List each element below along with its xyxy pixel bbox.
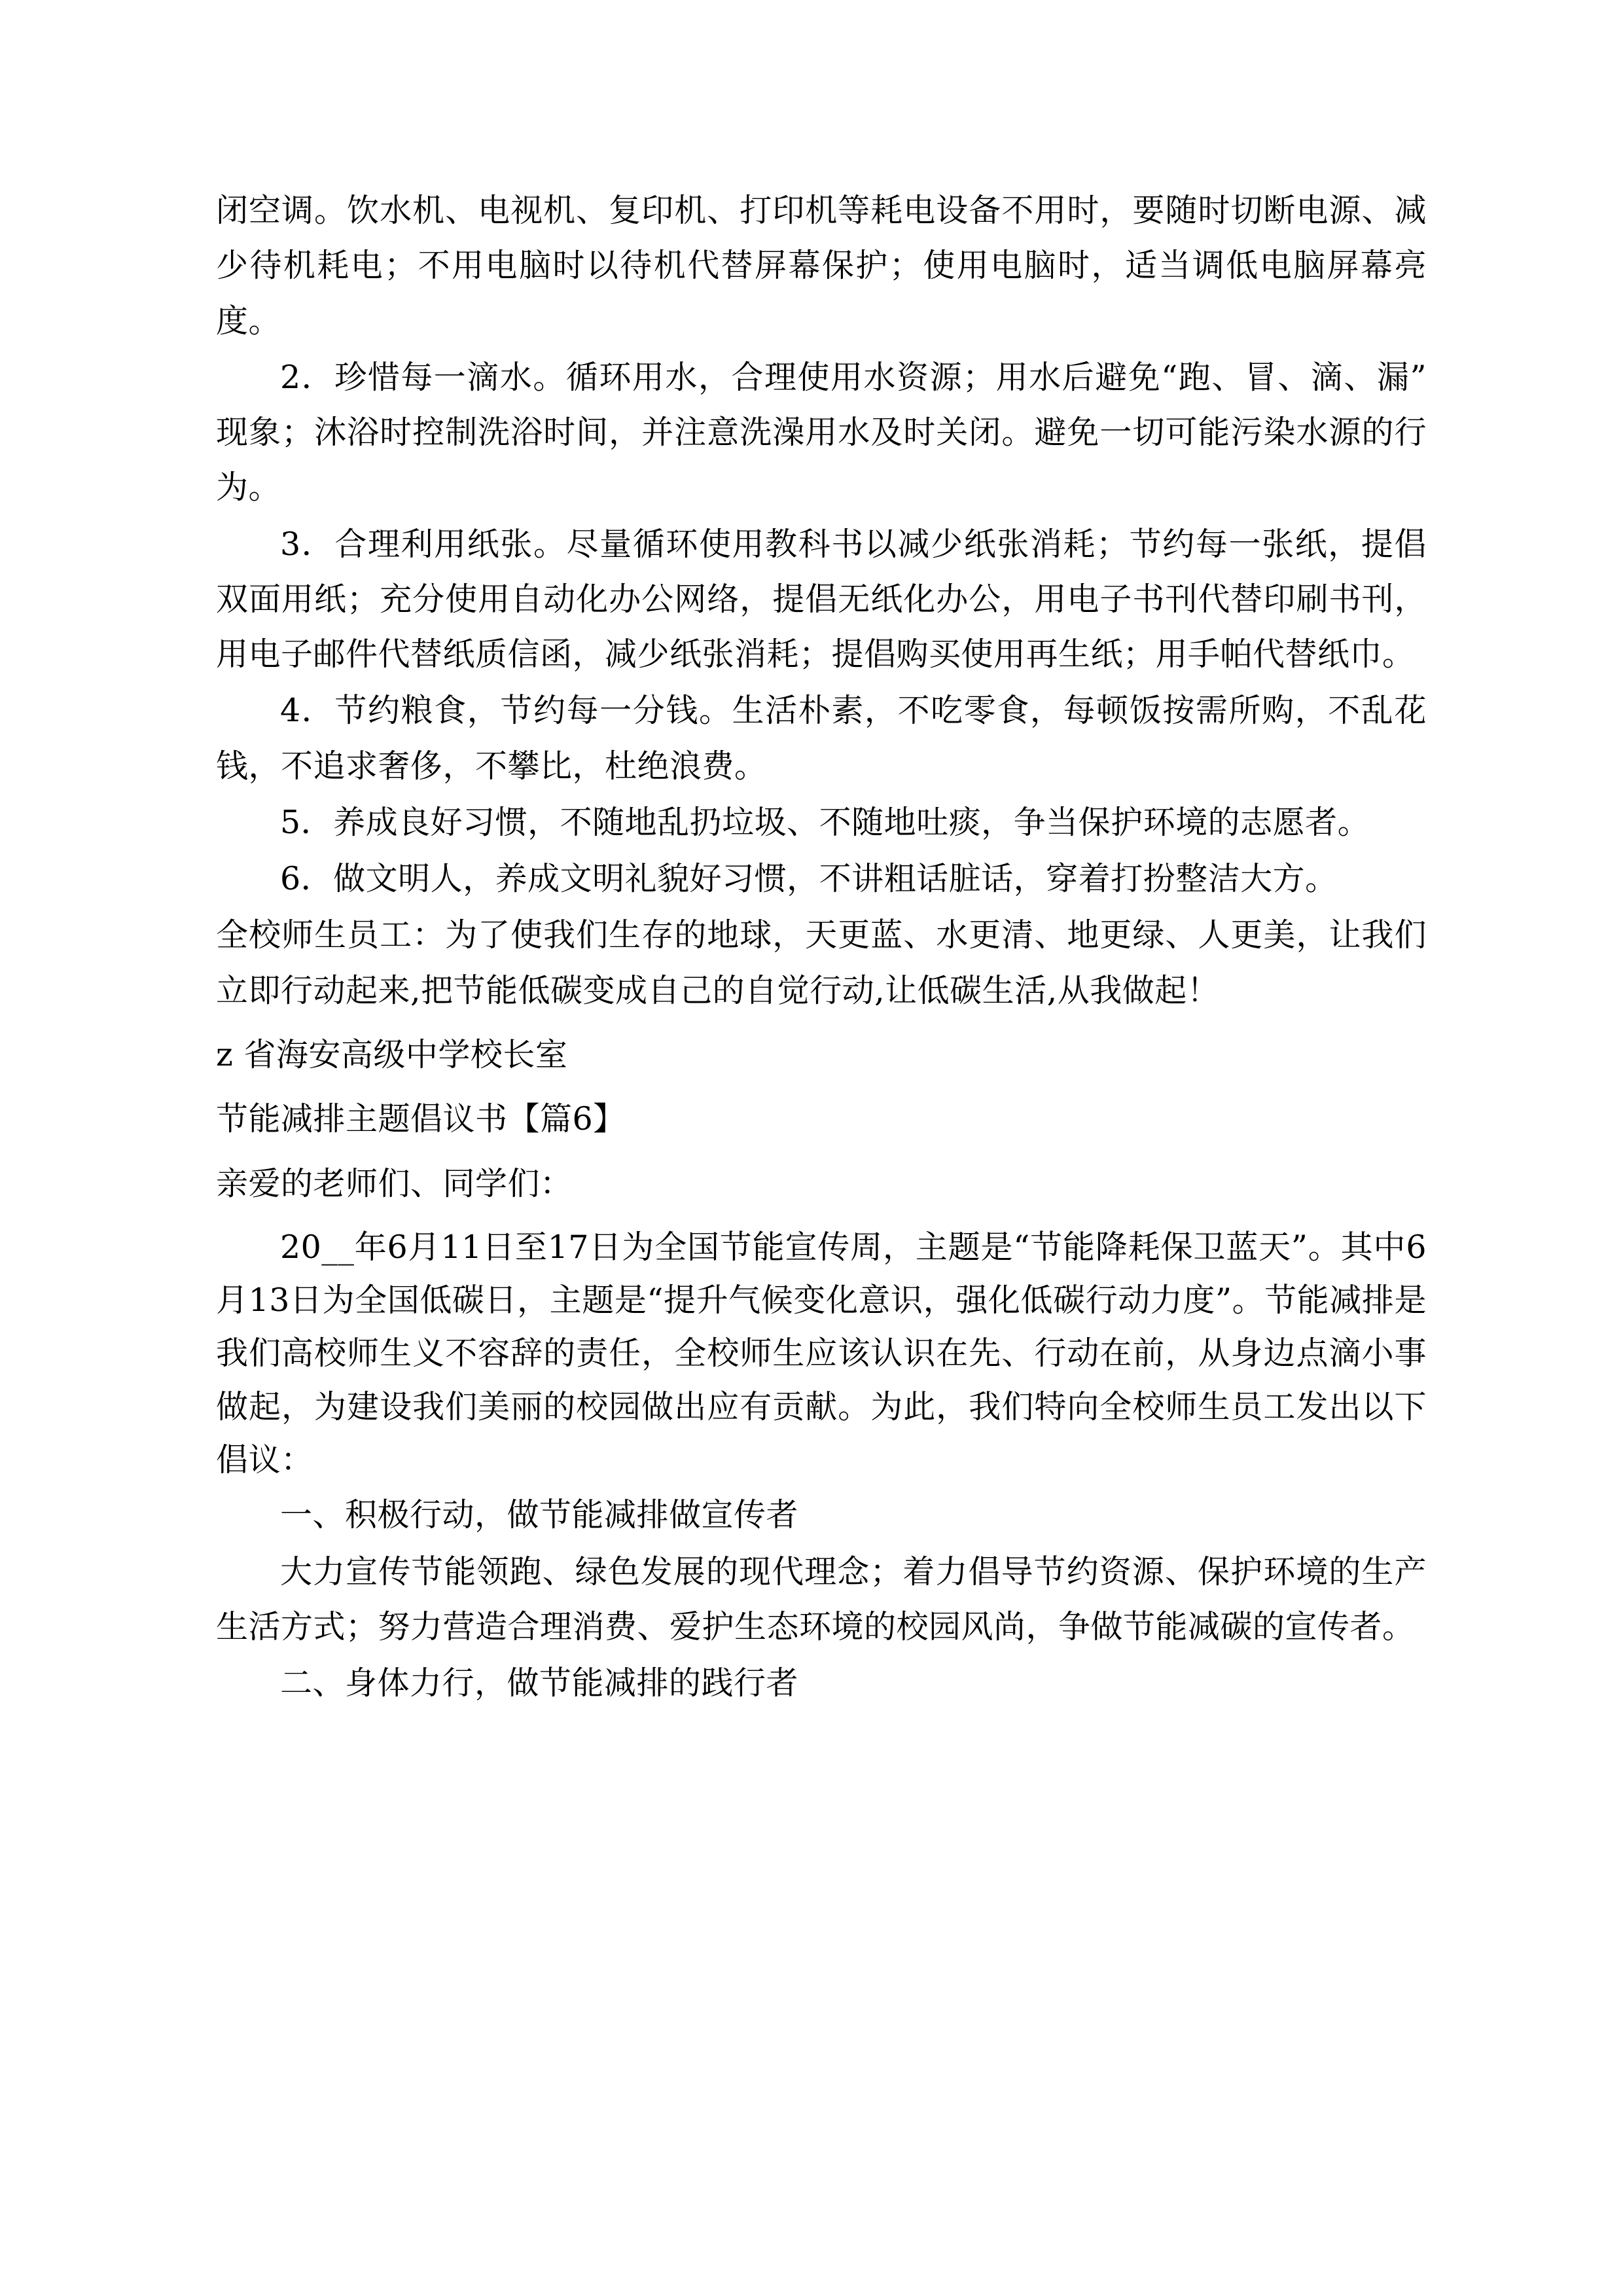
paragraph-salutation: 亲爱的老师们、同学们：: [216, 1164, 573, 1202]
paragraph-item-2-water: 2．珍惜每一滴水。循环用水，合理使用水资源；用水后避免“跑、冒、滴、漏”现象；沐浴时控制洗浴时间，并注意洗澡用水及时关闭。避免一切可能污染水源的行为。: [216, 358, 1427, 507]
paragraph-call-to-all: 全校师生员工：为了使我们生存的地球，天更蓝、水更清、地更绿、人更美，让我们立即行动起来,把节能低碳变成自己的自觉行动,让低碳生活,从我做起！: [216, 916, 1427, 1009]
paragraph-section-two-title: 二、身体力行，做节能减排的践行者: [280, 1664, 799, 1702]
paragraph-item-4-food: 4．节约粮食，节约每一分钱。生活朴素，不吃零食，每顿饭按需所购，不乱花钱，不追求奢侈，不攀比，杜绝浪费。: [216, 692, 1427, 785]
paragraph-section-one-title: 一、积极行动，做节能减排做宣传者: [280, 1496, 799, 1534]
paragraph-item-3-paper: 3．合理利用纸张。尽量循环使用教科书以减少纸张消耗；节约每一张纸，提倡双面用纸；充分使用自动化办公网络，提倡无纸化办公，用电子书刊代替印刷书刊，用电子邮件代替纸质信函，减少纸张消耗；提倡购买使用再生纸；用手帕代替纸巾。: [216, 525, 1427, 673]
heading-part-6: 节能减排主题倡议书【篇6】: [216, 1100, 626, 1138]
paragraph-signature: z 省海安高级中学校长室: [216, 1035, 568, 1073]
paragraph-section-one-body: 大力宣传节能领跑、绿色发展的现代理念；着力倡导节约资源、保护环境的生产生活方式；努力营造合理消费、爱护生态环境的校园风尚，争做节能减碳的宣传者。: [216, 1552, 1427, 1645]
paragraph-intro-energy-week: 20__年6月11日至17日为全国节能宣传周，主题是“节能降耗保卫蓝天”。其中6月13日为全国低碳日，主题是“提升气候变化意识，强化低碳行动力度”。节能减排是我们高校师生义不容辞的责任，全校师生应该认识在先、行动在前，从身边点滴小事做起，为建设我们美丽的校园做出应有贡献。为此，我们特向全校师生员工发出以下倡议：: [216, 1228, 1427, 1479]
paragraph-item-5-habits: 5．养成良好习惯，不随地乱扔垃圾、不随地吐痰，争当保护环境的志愿者。: [280, 803, 1370, 841]
document-body: [216, 183, 1427, 1711]
paragraph-item-6-civilized: 6．做文明人，养成文明礼貌好习惯，不讲粗话脏话，穿着打扮整洁大方。: [280, 860, 1338, 898]
paragraph-closing-air-conditioner: 闭空调。饮水机、电视机、复印机、打印机等耗电设备不用时，要随时切断电源、减少待机耗电；不用电脑时以待机代替屏幕保护；使用电脑时，适当调低电脑屏幕亮度。: [216, 192, 1427, 340]
